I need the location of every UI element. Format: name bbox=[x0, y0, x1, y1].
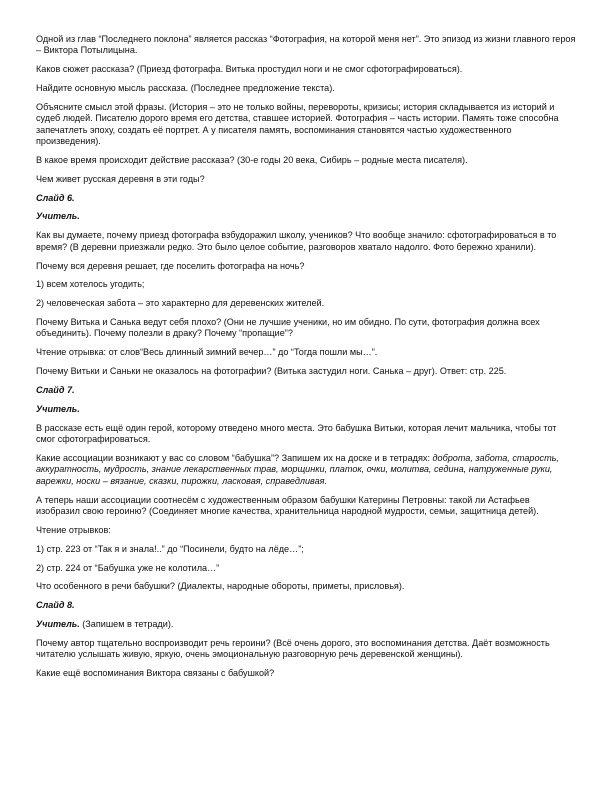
slide-6-heading: Слайд 6. bbox=[36, 192, 75, 203]
grandmother-intro: В рассказе есть ещё один герой, которому отведено много места. Это бабушка Витьки, которая лечит мальчика, чтобы тот смог сфотографироваться. bbox=[36, 422, 557, 445]
question-not-in-photo: Почему Витьки и Саньки не оказалось на фотографии? (Витька застудил ноги. Санька – друг). Ответ: стр. 225. bbox=[36, 366, 507, 377]
intro-paragraph: Одной из глав “Последнего поклона” является рассказ “Фотография, на которой меня нет”. Это эпизод из жизни главного героя – Виктора Потылицына. bbox=[36, 34, 576, 56]
excerpt-2: 2) стр. 224 от “Бабушка уже не колотила…” bbox=[36, 562, 220, 573]
question-plot: Каков сюжет рассказа? (Приезд фотографа. Витька простудил ноги и не смог сфотографироваться). bbox=[36, 64, 463, 75]
associations-comparison: А теперь наши ассоциации соотнесём с художественным образом бабушки Катерины Петровны: такой ли Астафьев изобразил свою героиню? (Соединяет многие качества, хранительница народной мудрости, семьи, защитница детей). bbox=[36, 494, 539, 516]
associations-list: доброта, забота, старость, аккуратность, мудрость, знание лекарственных трав, морщинки, платок, очки, молитва, седина, натруженные руки, варежки, носки – вязание, сказки, пирожки, ласковая, справедливая. bbox=[36, 453, 559, 486]
question-village-life: Чем живет русская деревня в эти годы? bbox=[36, 173, 205, 184]
associations-paragraph bbox=[36, 453, 576, 487]
excerpt-1: 1) стр. 223 от “Так я и знала!..” до “Посинели, будто на лёде…”; bbox=[36, 543, 304, 554]
teacher-note-text: (Запишем в тетради). bbox=[79, 619, 174, 630]
question-lodging: Почему вся деревня решает, где поселить фотографа на ночь? bbox=[36, 260, 305, 271]
question-photographer-arrival: Как вы думаете, почему приезд фотографа взбудоражил школу, учеников? Что вообще значило: сфотографироваться в то время? (В деревни приезжали редко. Это было целое событие, разговоров хватало надолго. Фото бережно хранили). bbox=[36, 230, 557, 252]
slide-8-heading: Слайд 8. bbox=[36, 600, 75, 611]
question-main-idea: Найдите основную мысль рассказа. (Последнее предложение текста). bbox=[36, 83, 335, 94]
teacher-heading-3 bbox=[36, 619, 576, 630]
reading-excerpts-label: Чтение отрывков: bbox=[36, 524, 111, 535]
teacher-heading-2: Учитель. bbox=[36, 404, 80, 415]
question-author-speech: Почему автор тщательно воспроизводит речь героини? (Всё очень дорого, это воспоминания детства. Даёт возможность читателю услышать живую, яркую, очень эмоциональную разговорную речь деревенской женщины). bbox=[36, 638, 550, 660]
slide-7-heading: Слайд 7. bbox=[36, 385, 75, 396]
document-page bbox=[36, 34, 576, 687]
associations-lead: Какие ассоциации возникают у вас со словом “бабушка”? Запишем их на доске и в тетрадях: bbox=[36, 453, 433, 464]
question-other-memories: Какие ещё воспоминания Виктора связаны с бабушкой? bbox=[36, 668, 275, 679]
answer-1: 1) всем хотелось угодить; bbox=[36, 279, 145, 290]
question-speech-features: Что особенного в речи бабушки? (Диалекты, народные обороты, приметы, присловья). bbox=[36, 581, 405, 592]
teacher-heading-1: Учитель. bbox=[36, 211, 80, 222]
question-behaviour: Почему Витька и Санька ведут себя плохо? (Они не лучшие ученики, но им обидно. По сути, фотография должна всех объединить). Почему полезли в драку? Почему “пропащие”? bbox=[36, 317, 540, 339]
answer-2: 2) человеческая забота – это характерно для деревенских жителей. bbox=[36, 298, 325, 309]
question-phrase-meaning: Объясните смысл этой фразы. (История – это не только войны, перевороты, кризисы; история складывается из историй и судеб людей. Писателю дорого время его детства, ставшее историей. Фотография – часть истории. Память тоже способна запечатлеть эпоху, создать её портрет. А у писателя память, воспоминания становятся частью художественного произведения). bbox=[36, 101, 559, 146]
teacher-label: Учитель. bbox=[36, 619, 80, 630]
question-time: В какое время происходит действие рассказа? (30-е годы 20 века, Сибирь – родные места писателя). bbox=[36, 154, 468, 165]
reading-excerpt-1: Чтение отрывка: от слов“Весь длинный зимний вечер…” до “Тогда пошли мы…”. bbox=[36, 347, 378, 358]
